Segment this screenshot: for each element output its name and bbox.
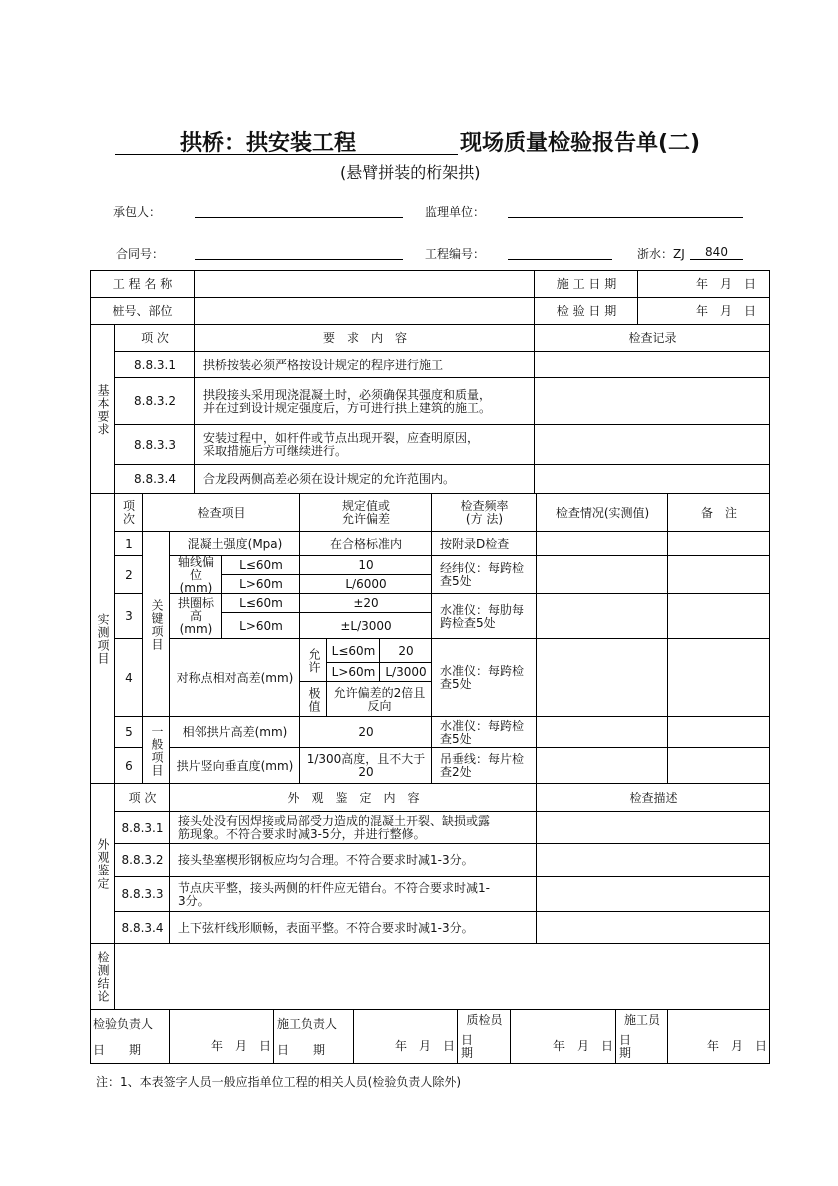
measured-row-cond: L≤60m bbox=[222, 556, 300, 575]
appearance-side-label: 外观鉴定 bbox=[90, 784, 115, 944]
measured-row-name: 混凝土强度(Mpa) bbox=[170, 532, 300, 556]
contractor-label: 承包人： bbox=[113, 205, 162, 219]
date-value: 年 月 日 bbox=[210, 1039, 271, 1054]
sig-qc-label bbox=[458, 1010, 511, 1064]
appearance-row-desc[interactable] bbox=[537, 812, 770, 844]
sig-worker-field[interactable] bbox=[668, 1010, 770, 1064]
measured-row-result[interactable] bbox=[537, 532, 668, 556]
sig-construction-lead-field[interactable] bbox=[354, 1010, 458, 1064]
supervisor-field[interactable] bbox=[508, 217, 743, 218]
appearance-row-id: 8.8.3.3 bbox=[115, 877, 170, 912]
key-items-label: 关键项目 bbox=[143, 532, 170, 717]
basic-col-item: 项 次 bbox=[115, 325, 195, 352]
measured-row-spec: 在合格标准内 bbox=[300, 532, 432, 556]
construction-date-field[interactable]: 年 月 日 bbox=[638, 270, 770, 298]
title-right: 现场质量检验报告单(二) bbox=[460, 131, 701, 156]
appearance-row-id: 8.8.3.2 bbox=[115, 844, 170, 877]
appearance-row-text: 节点庆平整，接头两侧的杆件应无错台。不符合要求时减1-3分。 bbox=[170, 877, 537, 912]
measured-row-no: 6 bbox=[115, 748, 143, 784]
sig-construction-lead-label bbox=[274, 1010, 354, 1064]
measured-row-name: 拱片竖向垂直度(mm) bbox=[170, 748, 300, 784]
appearance-col-desc: 检查描述 bbox=[537, 784, 770, 812]
measured-row-spec: ±20 bbox=[300, 594, 432, 613]
measured-col-note: 备 注 bbox=[668, 494, 770, 532]
measured-row-no: 3 bbox=[115, 594, 143, 639]
measured-row-cond: L>60m bbox=[222, 613, 300, 639]
measured-row-no: 1 bbox=[115, 532, 143, 556]
measured-row-spec: 20 bbox=[380, 639, 432, 663]
measured-row-result[interactable] bbox=[537, 748, 668, 784]
measured-row-cond: L>60m bbox=[327, 663, 380, 682]
serial-label: 浙水：ZJ bbox=[637, 247, 685, 261]
footnote: 注：1、本表签字人员一般应指单位工程的相关人员(检验负责人除外) bbox=[96, 1075, 462, 1089]
appearance-row-text: 上下弦杆线形顺畅，表面平整。不符合要求时减1-3分。 bbox=[170, 912, 537, 944]
basic-row-id: 8.8.3.1 bbox=[115, 352, 195, 378]
measured-row-name: 轴线偏位(mm) bbox=[170, 556, 222, 594]
station-field[interactable] bbox=[195, 298, 535, 325]
conclusion-side-label: 检测结论 bbox=[90, 944, 115, 1010]
measured-row-freq: 水准仪：每肋每跨检查5处 bbox=[432, 594, 537, 639]
station-label: 桩号、部位 bbox=[90, 298, 195, 325]
measured-row-note[interactable] bbox=[668, 594, 770, 639]
measured-row-no: 2 bbox=[115, 556, 143, 594]
extreme-label: 极值 bbox=[300, 682, 327, 717]
measured-row-result[interactable] bbox=[537, 639, 668, 717]
measured-col-spec: 规定值或允许偏差 bbox=[300, 494, 432, 532]
basic-row-id: 8.8.3.4 bbox=[115, 465, 195, 494]
appearance-row-text: 接头垫塞楔形钢板应均匀合理。不符合要求时减1-3分。 bbox=[170, 844, 537, 877]
allow-label: 允许 bbox=[300, 639, 327, 682]
conclusion-field[interactable] bbox=[115, 944, 770, 1010]
measured-row-cond: L≤60m bbox=[327, 639, 380, 663]
sig-qc-field[interactable] bbox=[511, 1010, 616, 1064]
measured-row-note[interactable] bbox=[668, 748, 770, 784]
measured-row-note[interactable] bbox=[668, 639, 770, 717]
measured-row-freq: 水准仪：每跨检查5处 bbox=[432, 717, 537, 748]
measured-row-freq: 按附录D检查 bbox=[432, 532, 537, 556]
role-label: 检验负责人 bbox=[93, 1016, 154, 1031]
date-label: 日 期 bbox=[619, 1032, 656, 1060]
measured-row-result[interactable] bbox=[537, 594, 668, 639]
measured-row-cond: L>60m bbox=[222, 575, 300, 594]
measured-row-freq: 水准仪：每跨检查5处 bbox=[432, 639, 537, 717]
role-label: 施工员 bbox=[623, 1013, 660, 1028]
measured-row-name: 相邻拱片高差(mm) bbox=[170, 717, 300, 748]
appearance-row-desc[interactable] bbox=[537, 877, 770, 912]
sig-inspector-label bbox=[90, 1010, 170, 1064]
basic-row-id: 8.8.3.3 bbox=[115, 425, 195, 465]
appearance-col-item: 项 次 bbox=[115, 784, 170, 812]
role-label: 施工负责人 bbox=[277, 1016, 338, 1031]
measured-side-label: 实测项目 bbox=[90, 494, 115, 784]
measured-row-result[interactable] bbox=[537, 717, 668, 748]
supervisor-label: 监理单位： bbox=[425, 205, 486, 219]
project-name-field[interactable] bbox=[195, 270, 535, 298]
contract-no-label: 合同号： bbox=[116, 247, 165, 261]
serial-value: 840 bbox=[690, 245, 743, 260]
measured-row-note[interactable] bbox=[668, 532, 770, 556]
measured-col-freq: 检查频率(方 法) bbox=[432, 494, 537, 532]
date-value: 年 月 日 bbox=[394, 1039, 455, 1054]
date-label: 日 期 bbox=[277, 1042, 326, 1057]
date-label: 日 期 bbox=[461, 1032, 498, 1060]
basic-row-record[interactable] bbox=[535, 378, 770, 425]
basic-row-text: 拱段接头采用现浇混凝土时，必须确保其强度和质量，并在过到设计规定强度后，方可进行拱上建筑的施工。 bbox=[195, 378, 535, 425]
general-items-label: 一般项目 bbox=[143, 717, 170, 784]
sig-worker-label bbox=[616, 1010, 668, 1064]
date-label: 日 期 bbox=[93, 1042, 142, 1057]
subtitle: (悬臂拼装的桁架拱) bbox=[340, 163, 481, 182]
extreme-spec: 允许偏差的2倍且反向 bbox=[327, 682, 432, 717]
project-name-label: 工 程 名 称 bbox=[90, 270, 195, 298]
measured-row-spec: ±L/3000 bbox=[300, 613, 432, 639]
measured-row-spec: L/3000 bbox=[380, 663, 432, 682]
measured-row-no: 4 bbox=[115, 639, 143, 717]
measured-row-cond: L≤60m bbox=[222, 594, 300, 613]
measured-row-spec: L/6000 bbox=[300, 575, 432, 594]
date-value: 年 月 日 bbox=[552, 1039, 613, 1054]
basic-row-id: 8.8.3.2 bbox=[115, 378, 195, 425]
measured-row-no: 5 bbox=[115, 717, 143, 748]
appearance-row-text: 接头处没有因焊接或局部受力造成的混凝土开裂、缺损或露筋现象。不符合要求时减3-5分，并进行整修。 bbox=[170, 812, 537, 844]
measured-row-spec: 1/300高度，且不大于20 bbox=[300, 748, 432, 784]
measured-row-freq: 吊垂线：每片检查2处 bbox=[432, 748, 537, 784]
contract-no-field[interactable] bbox=[195, 259, 403, 260]
measured-row-result[interactable] bbox=[537, 556, 668, 594]
measured-row-spec: 20 bbox=[300, 717, 432, 748]
appearance-row-id: 8.8.3.4 bbox=[115, 912, 170, 944]
project-no-field[interactable] bbox=[508, 259, 612, 260]
contractor-field[interactable] bbox=[195, 217, 403, 218]
appearance-row-desc[interactable] bbox=[537, 912, 770, 944]
basic-side-label: 基本要求 bbox=[90, 325, 115, 494]
basic-row-record[interactable] bbox=[535, 352, 770, 378]
basic-row-record[interactable] bbox=[535, 465, 770, 494]
measured-row-note[interactable] bbox=[668, 556, 770, 594]
project-no-label: 工程编号： bbox=[425, 247, 486, 261]
inspection-date-field[interactable]: 年 月 日 bbox=[638, 298, 770, 325]
role-label: 质检员 bbox=[466, 1013, 503, 1028]
appearance-row-id: 8.8.3.1 bbox=[115, 812, 170, 844]
sig-inspector-field[interactable] bbox=[170, 1010, 274, 1064]
measured-row-spec: 10 bbox=[300, 556, 432, 575]
construction-date-label: 施 工 日 期 bbox=[535, 270, 638, 298]
basic-row-text: 安装过程中，如杆件或节点出现开裂，应查明原因，采取措施后方可继续进行。 bbox=[195, 425, 535, 465]
inspection-date-label: 检 验 日 期 bbox=[535, 298, 638, 325]
measured-row-name: 拱圈标高(mm) bbox=[170, 594, 222, 639]
title-left: 拱桥：拱安装工程 bbox=[180, 131, 357, 156]
basic-col-content: 要 求 内 容 bbox=[195, 325, 535, 352]
measured-row-freq: 经纬仪：每跨检查5处 bbox=[432, 556, 537, 594]
measured-col-check-item: 检查项目 bbox=[143, 494, 300, 532]
measured-col-item: 项次 bbox=[115, 494, 143, 532]
measured-row-name: 对称点相对高差(mm) bbox=[170, 639, 300, 717]
appearance-col-content: 外 观 鉴 定 内 容 bbox=[170, 784, 537, 812]
basic-row-text: 合龙段两侧高差必须在设计规定的允许范围内。 bbox=[195, 465, 535, 494]
date-value: 年 月 日 bbox=[706, 1039, 767, 1054]
measured-row-note[interactable] bbox=[668, 717, 770, 748]
basic-row-record[interactable] bbox=[535, 425, 770, 465]
appearance-row-desc[interactable] bbox=[537, 844, 770, 877]
basic-row-text: 拱桥按装必须严格按设计规定的程序进行施工 bbox=[195, 352, 535, 378]
measured-col-result: 检查情况(实测值) bbox=[537, 494, 668, 532]
basic-col-record: 检查记录 bbox=[535, 325, 770, 352]
